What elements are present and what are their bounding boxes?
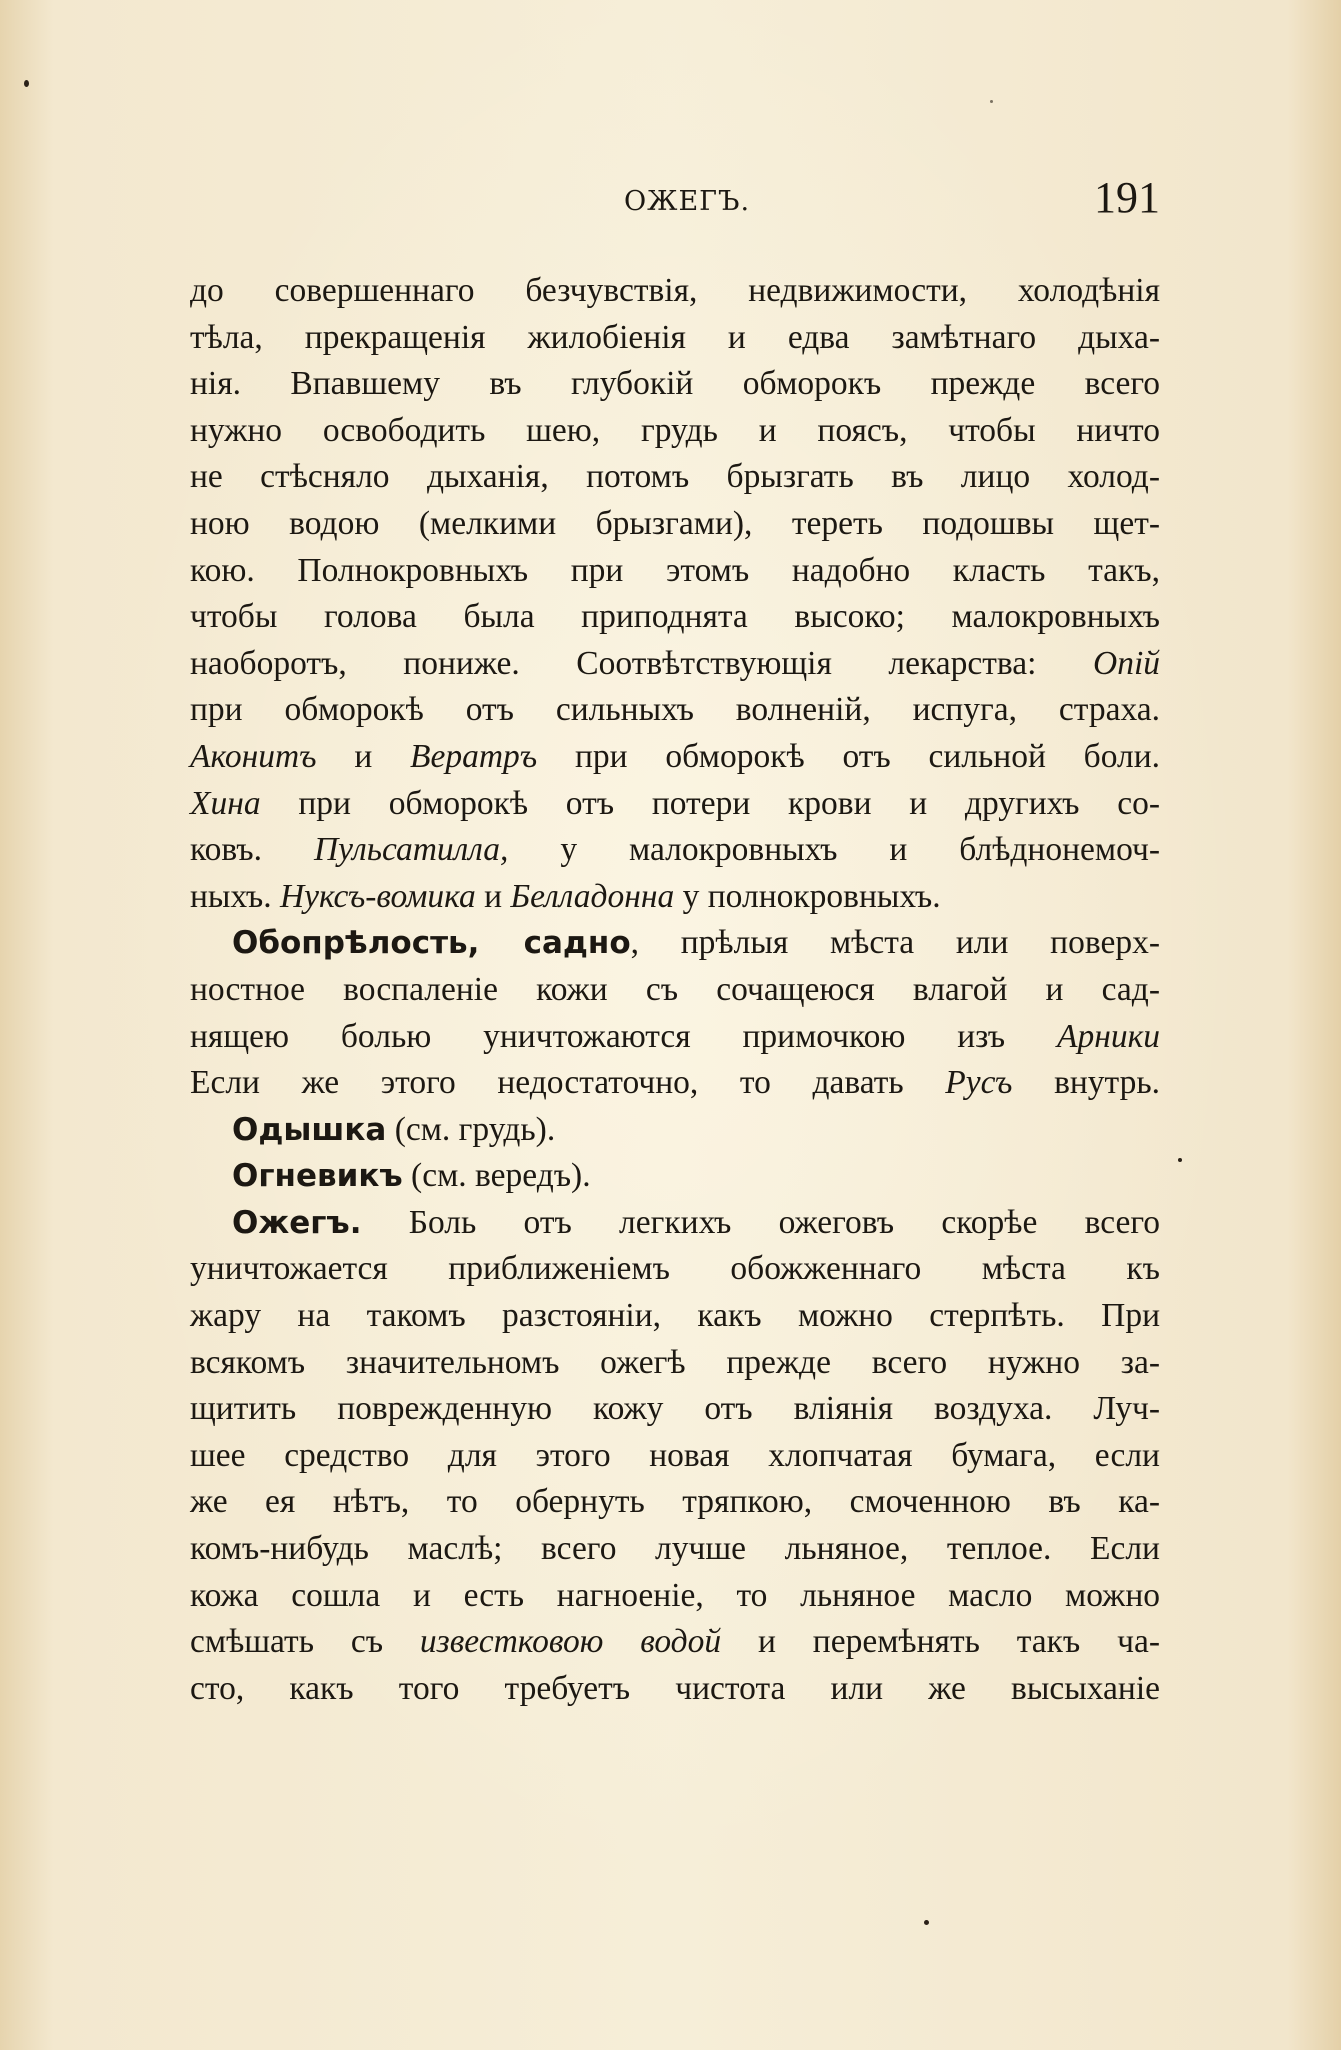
text-line: ностное воспаленіе кожи съ сочащеюся влагой и сад- <box>190 970 1160 1008</box>
text-line <box>190 1619 1160 1666</box>
text-run: внутрь. <box>1054 1064 1161 1102</box>
text-line: чтобы голова была приподнята высоко; малокровныхъ <box>190 598 1160 636</box>
ink-speck <box>1178 1158 1182 1162</box>
text-run: наоборотъ, пониже. Соотвѣтствующія лекарства: <box>190 644 1037 682</box>
text-run: у малокровныхъ и блѣднонемоч- <box>560 831 1160 869</box>
page-header <box>190 172 1160 232</box>
text-line: не стѣсняло дыханія, потомъ брызгать въ лицо холод- <box>190 458 1160 496</box>
remedy-name: Белладонна <box>510 877 675 915</box>
entry-heading: Огневикъ <box>232 1158 403 1195</box>
text-line <box>190 1107 1160 1154</box>
text-line <box>190 827 1160 874</box>
remedy-name: Вератръ <box>410 737 538 775</box>
text-run: ныхъ. <box>190 877 272 915</box>
text-line: кожа сошла и есть нагноеніе, то льняное масло можно <box>190 1576 1160 1614</box>
text-run: (см. грудь). <box>386 1110 556 1148</box>
text-line: щитить поврежденную кожу отъ вліянія воздуха. Луч- <box>190 1390 1160 1428</box>
remedy-name: Пульсатилла, <box>313 831 509 869</box>
running-title: ОЖЕГЪ. <box>624 186 751 217</box>
text-line <box>190 641 1160 688</box>
text-run: у полнокровныхъ. <box>682 877 941 915</box>
remedy-name: Опій <box>1093 644 1160 682</box>
text-line <box>190 734 1160 781</box>
text-run: и перемѣнять такъ ча- <box>758 1623 1160 1661</box>
remedy-name: Аконитъ <box>190 737 317 775</box>
text-line <box>190 781 1160 828</box>
text-run: и <box>484 877 503 915</box>
text-line: при обморокѣ отъ сильныхъ волненій, испуга, страха. <box>190 691 1160 729</box>
text-line: же ея нѣтъ, то обернуть тряпкою, смоченною въ ка- <box>190 1483 1160 1521</box>
remedy-name: Нуксъ-вомика <box>279 877 476 915</box>
text-line: ною водою (мелкими брызгами), тереть подошвы щет- <box>190 504 1160 542</box>
text-line: сто, какъ того требуетъ чистота или же высыханіе <box>190 1669 1160 1707</box>
entry-heading: Обопрѣлость, садно <box>232 925 631 962</box>
text-line: комъ-нибудь маслѣ; всего лучше льняное, теплое. Если <box>190 1530 1160 1568</box>
text-run: Боль отъ легкихъ ожеговъ скорѣе всего <box>361 1203 1160 1241</box>
text-line <box>190 1200 1160 1247</box>
page-number: 191 <box>1094 173 1160 222</box>
text-line: шее средство для этого новая хлопчатая бумага, если <box>190 1436 1160 1474</box>
remedy-name: известковою водой <box>419 1623 722 1661</box>
body-text <box>190 268 1160 1712</box>
text-run: при обморокѣ отъ потери крови и другихъ со- <box>298 784 1160 822</box>
text-line: до совершеннаго безчувствія, недвижимости, холодѣнія <box>190 272 1160 309</box>
entry-heading: Ожегъ. <box>232 1204 362 1241</box>
text-line <box>190 874 1160 921</box>
text-line: нужно освободить шею, грудь и поясъ, чтобы ничто <box>190 411 1160 449</box>
ink-speck <box>924 1920 929 1925</box>
text-line <box>190 920 1160 967</box>
text-line: нія. Впавшему въ глубокій обморокъ прежде всего <box>190 365 1160 403</box>
text-run: ковъ. <box>190 831 263 869</box>
ink-speck <box>24 80 29 87</box>
text-line <box>190 1153 1160 1200</box>
remedy-name: Арники <box>1056 1017 1160 1055</box>
entry-heading: Одышка <box>232 1111 387 1148</box>
text-line: всякомъ значительномъ ожегѣ прежде всего нужно за- <box>190 1343 1160 1381</box>
ink-speck <box>990 100 993 103</box>
text-run: Если же этого недостаточно, то давать <box>190 1064 904 1102</box>
text-line: уничтожается приближеніемъ обожженнаго мѣста къ <box>190 1250 1160 1288</box>
text-line: жару на такомъ разстояніи, какъ можно стерпѣть. При <box>190 1297 1160 1335</box>
text-run: (см. вередъ). <box>402 1157 591 1195</box>
remedy-name: Русъ <box>945 1064 1013 1102</box>
text-line: тѣла, прекращенія жилобіенія и едва замѣтнаго дыха- <box>190 318 1160 356</box>
text-line <box>190 1060 1160 1107</box>
text-run: , прѣлыя мѣста или поверх- <box>630 924 1161 962</box>
text-run: нящею болью уничтожаются примочкою изъ <box>190 1017 1006 1055</box>
text-run: при обморокѣ отъ сильной боли. <box>574 737 1161 775</box>
text-line <box>190 1014 1160 1061</box>
text-run: и <box>354 737 373 775</box>
text-line: кою. Полнокровныхъ при этомъ надобно класть такъ, <box>190 551 1160 589</box>
remedy-name: Хина <box>190 784 261 822</box>
text-run: смѣшать съ <box>190 1623 384 1661</box>
